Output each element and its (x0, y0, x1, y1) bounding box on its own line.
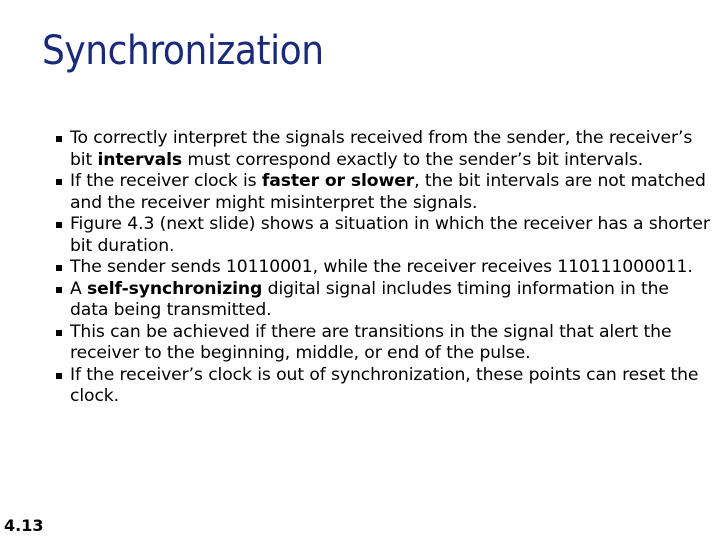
bullet-text: Figure 4.3 (next slide) shows a situation in which the receiver has a shorter bit duration. (70, 214, 710, 256)
square-bullet-icon (56, 136, 62, 142)
bullet-text: A self-synchronizing digital signal includes timing information in the data being transmitted. (70, 278, 669, 320)
bullet-item (70, 128, 710, 171)
square-bullet-icon (56, 330, 62, 336)
bullet-text: If the receiver clock is faster or slower, the bit intervals are not matched and the receiver might misinterpret the signals. (70, 171, 706, 213)
bullet-item (70, 171, 710, 214)
square-bullet-icon (56, 179, 62, 185)
square-bullet-icon (56, 222, 62, 228)
square-bullet-icon (56, 287, 62, 293)
slide-title: Synchronization (42, 28, 324, 74)
bullet-item (70, 322, 710, 365)
bullet-item (70, 279, 710, 322)
bullet-text: This can be achieved if there are transitions in the signal that alert the receiver to the beginning, middle, or end of the pulse. (70, 321, 672, 363)
bullet-text: If the receiver’s clock is out of synchronization, these points can reset the clock. (70, 364, 699, 406)
bullet-text: To correctly interpret the signals received from the sender, the receiver’s bit intervals must correspond exactly to the sender’s bit intervals. (70, 128, 693, 170)
bullet-list (70, 128, 710, 408)
bullet-text: The sender sends 10110001, while the receiver receives 110111000011. (70, 257, 693, 277)
bullet-item (70, 214, 710, 257)
bullet-item (70, 257, 710, 279)
slide-number: 4.13 (4, 516, 44, 535)
square-bullet-icon (56, 373, 62, 379)
bullet-item (70, 365, 710, 408)
square-bullet-icon (56, 265, 62, 271)
